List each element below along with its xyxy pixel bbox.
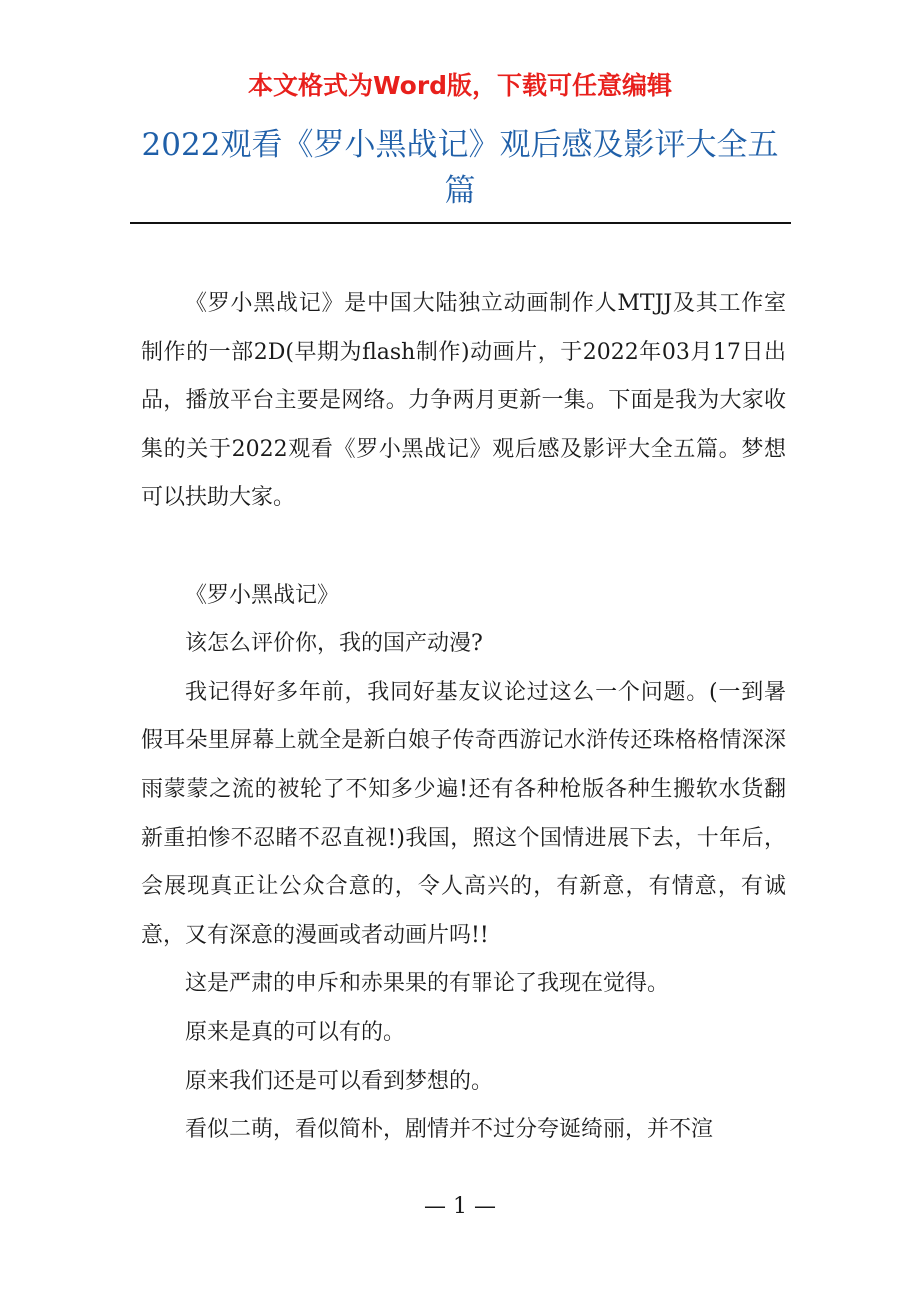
body-paragraph: 我记得好多年前，我同好基友议论过这么一个问题。(一到暑假耳朵里屏幕上就全是新白娘子传奇西游记水浒传还珠格格情深深雨蒙蒙之流的被轮了不知多少遍!还有各种枪版各种生搬软水货翻新重拍惨不忍睹不忍直视!)我国，照这个国情进展下去，十年后，会展现真正让公众合意的，令人高兴的，有新意，有情意，有诚意，又有深意的漫画或者动画片吗!! (141, 679, 786, 948)
body-paragraph: 这是严肃的申斥和赤果果的有罪论了我现在觉得。 (185, 971, 670, 997)
section-heading: 《罗小黑战记》 (185, 582, 340, 608)
body-paragraph: 该怎么评价你，我的国产动漫? (185, 631, 483, 657)
body-paragraph: 看似二萌，看似简朴，剧情并不过分夸诞绮丽，并不渲 (185, 1117, 714, 1143)
format-notice: 本文格式为Word版，下载可任意编辑 (247, 71, 673, 100)
body-paragraph: 原来是真的可以有的。 (185, 1019, 406, 1045)
page-number: — 1 — (424, 1194, 496, 1219)
document-body (141, 280, 786, 1155)
body-paragraph: 原来我们还是可以看到梦想的。 (185, 1068, 494, 1094)
document-title: 2022观看《罗小黑战记》观后感及影评大全五篇 (141, 127, 779, 209)
intro-paragraph: 《罗小黑战记》是中国大陆独立动画制作人MTJJ及其工作室制作的一部2D(早期为flash制作)动画片，于2022年03月17日出品，播放平台主要是网络。力争两月更新一集。下面是我为大家收集的关于2022观看《罗小黑战记》观后感及影评大全五篇。梦想可以扶助大家。 (141, 291, 786, 511)
title-divider (130, 222, 791, 224)
